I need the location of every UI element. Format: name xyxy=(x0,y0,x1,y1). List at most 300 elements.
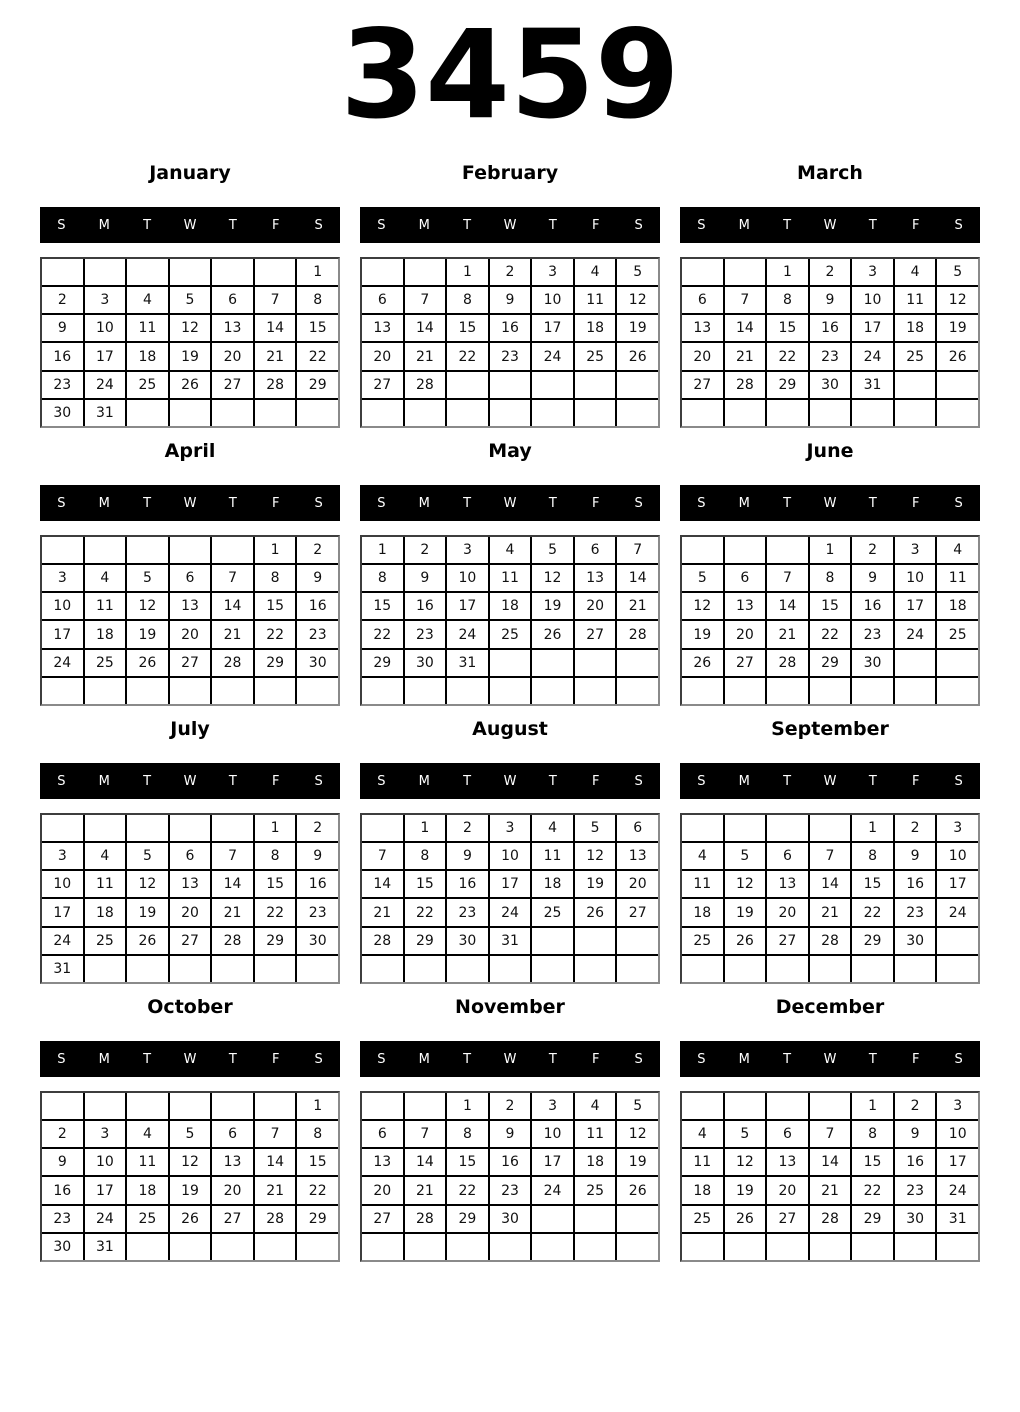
day-cell: 11 xyxy=(85,593,126,619)
weekday-header-row xyxy=(680,1041,980,1077)
day-cell: 24 xyxy=(447,621,488,647)
day-cell: 23 xyxy=(490,1177,531,1203)
day-cell-empty xyxy=(127,678,168,704)
weekday-label: M xyxy=(98,1051,110,1067)
day-cell: 6 xyxy=(170,565,211,591)
day-cell-empty xyxy=(170,678,211,704)
day-cell-empty xyxy=(852,400,893,426)
day-cell-empty xyxy=(617,928,658,954)
day-cell-empty xyxy=(212,1093,253,1119)
day-cell: 4 xyxy=(895,259,936,285)
day-cell-empty xyxy=(532,400,573,426)
day-cell-empty xyxy=(575,956,616,982)
month-day-grid xyxy=(40,257,340,428)
day-cell: 13 xyxy=(575,565,616,591)
day-cell: 14 xyxy=(212,871,253,897)
day-cell-empty xyxy=(490,956,531,982)
day-cell-empty xyxy=(937,956,978,982)
day-cell-empty xyxy=(212,1234,253,1260)
day-cell-empty xyxy=(212,537,253,563)
weekday-label: F xyxy=(911,495,920,511)
weekday-label: T xyxy=(783,495,792,511)
day-cell: 1 xyxy=(810,537,851,563)
day-cell-empty xyxy=(255,259,296,285)
day-cell: 25 xyxy=(682,1206,723,1232)
month-title: September xyxy=(771,718,889,740)
day-cell: 5 xyxy=(725,1121,766,1147)
day-cell-empty xyxy=(490,400,531,426)
weekday-header-row xyxy=(680,485,980,521)
day-cell: 12 xyxy=(170,1149,211,1175)
day-cell: 5 xyxy=(682,565,723,591)
day-cell: 20 xyxy=(362,343,403,369)
day-cell: 21 xyxy=(362,899,403,925)
month-title: July xyxy=(170,718,210,740)
day-cell: 18 xyxy=(532,871,573,897)
day-cell: 21 xyxy=(212,899,253,925)
day-cell-empty xyxy=(725,1093,766,1119)
weekday-label: M xyxy=(738,1051,750,1067)
day-cell: 11 xyxy=(895,287,936,313)
day-cell-empty xyxy=(725,678,766,704)
day-cell: 15 xyxy=(852,871,893,897)
day-cell-empty xyxy=(682,1234,723,1260)
month-calendar xyxy=(680,711,980,989)
day-cell: 13 xyxy=(617,843,658,869)
day-cell-empty xyxy=(767,400,808,426)
weekday-header-row xyxy=(360,763,660,799)
day-cell: 8 xyxy=(297,287,338,313)
day-cell: 26 xyxy=(127,928,168,954)
weekday-label: T xyxy=(143,773,152,789)
weekday-label: W xyxy=(503,773,517,789)
day-cell-empty xyxy=(725,1234,766,1260)
day-cell: 16 xyxy=(42,1177,83,1203)
day-cell: 10 xyxy=(85,315,126,341)
day-cell: 22 xyxy=(362,621,403,647)
day-cell: 23 xyxy=(42,372,83,398)
day-cell: 6 xyxy=(212,287,253,313)
day-cell: 7 xyxy=(725,287,766,313)
day-cell: 26 xyxy=(937,343,978,369)
day-cell-empty xyxy=(297,956,338,982)
month-title: January xyxy=(149,162,231,184)
day-cell-empty xyxy=(362,815,403,841)
day-cell: 15 xyxy=(297,315,338,341)
weekday-label: T xyxy=(143,1051,152,1067)
day-cell: 18 xyxy=(490,593,531,619)
day-cell: 8 xyxy=(810,565,851,591)
day-cell: 12 xyxy=(617,287,658,313)
day-cell: 2 xyxy=(42,1121,83,1147)
month-calendar xyxy=(360,711,660,989)
day-cell-empty xyxy=(532,678,573,704)
day-cell: 7 xyxy=(255,287,296,313)
day-cell-empty xyxy=(895,400,936,426)
day-cell-empty xyxy=(127,956,168,982)
day-cell: 17 xyxy=(490,871,531,897)
day-cell-empty xyxy=(575,1206,616,1232)
weekday-header-row xyxy=(680,763,980,799)
day-cell-empty xyxy=(490,650,531,676)
day-cell: 28 xyxy=(255,1206,296,1232)
weekday-label: S xyxy=(697,217,706,233)
day-cell: 9 xyxy=(297,565,338,591)
day-cell: 29 xyxy=(405,928,446,954)
day-cell: 28 xyxy=(617,621,658,647)
day-cell: 11 xyxy=(490,565,531,591)
day-cell-empty xyxy=(767,1234,808,1260)
month-title: October xyxy=(147,996,233,1018)
weekday-label: S xyxy=(57,773,66,789)
day-cell-empty xyxy=(575,678,616,704)
day-cell: 28 xyxy=(255,372,296,398)
day-cell-empty xyxy=(405,1234,446,1260)
day-cell: 24 xyxy=(895,621,936,647)
day-cell-empty xyxy=(682,815,723,841)
day-cell: 12 xyxy=(170,315,211,341)
day-cell: 27 xyxy=(767,928,808,954)
day-cell: 12 xyxy=(682,593,723,619)
month-title: June xyxy=(806,440,854,462)
day-cell-empty xyxy=(532,372,573,398)
day-cell-empty xyxy=(682,678,723,704)
day-cell: 18 xyxy=(682,899,723,925)
day-cell: 2 xyxy=(852,537,893,563)
day-cell-empty xyxy=(42,678,83,704)
day-cell: 2 xyxy=(895,815,936,841)
day-cell: 17 xyxy=(447,593,488,619)
day-cell: 14 xyxy=(362,871,403,897)
day-cell-empty xyxy=(362,1093,403,1119)
day-cell-empty xyxy=(42,1093,83,1119)
day-cell: 11 xyxy=(532,843,573,869)
day-cell-empty xyxy=(617,678,658,704)
day-cell: 12 xyxy=(937,287,978,313)
weekday-label: W xyxy=(823,495,837,511)
month-day-grid xyxy=(360,257,660,428)
day-cell: 16 xyxy=(895,1149,936,1175)
weekday-label: S xyxy=(634,495,643,511)
day-cell: 31 xyxy=(42,956,83,982)
weekday-label: S xyxy=(954,1051,963,1067)
day-cell: 4 xyxy=(85,565,126,591)
month-calendar xyxy=(360,155,660,433)
day-cell: 11 xyxy=(85,871,126,897)
day-cell: 1 xyxy=(255,537,296,563)
day-cell: 17 xyxy=(532,1149,573,1175)
day-cell-empty xyxy=(852,956,893,982)
day-cell-empty xyxy=(447,956,488,982)
day-cell: 7 xyxy=(767,565,808,591)
day-cell: 3 xyxy=(532,259,573,285)
day-cell: 8 xyxy=(767,287,808,313)
day-cell: 1 xyxy=(255,815,296,841)
weekday-label: F xyxy=(591,1051,600,1067)
weekday-label: S xyxy=(697,495,706,511)
day-cell: 12 xyxy=(617,1121,658,1147)
day-cell: 12 xyxy=(127,871,168,897)
weekday-label: S xyxy=(634,1051,643,1067)
day-cell-empty xyxy=(42,815,83,841)
day-cell: 23 xyxy=(297,621,338,647)
day-cell-empty xyxy=(895,650,936,676)
day-cell: 3 xyxy=(85,287,126,313)
day-cell: 7 xyxy=(810,843,851,869)
day-cell: 13 xyxy=(362,1149,403,1175)
day-cell: 4 xyxy=(85,843,126,869)
day-cell: 14 xyxy=(725,315,766,341)
day-cell: 6 xyxy=(362,287,403,313)
day-cell-empty xyxy=(255,678,296,704)
day-cell: 9 xyxy=(852,565,893,591)
day-cell-empty xyxy=(362,956,403,982)
day-cell-empty xyxy=(532,956,573,982)
day-cell-empty xyxy=(255,400,296,426)
day-cell: 18 xyxy=(682,1177,723,1203)
weekday-label: M xyxy=(418,217,430,233)
day-cell: 8 xyxy=(447,1121,488,1147)
day-cell: 20 xyxy=(725,621,766,647)
day-cell: 22 xyxy=(852,1177,893,1203)
day-cell: 23 xyxy=(405,621,446,647)
weekday-label: S xyxy=(634,773,643,789)
day-cell: 14 xyxy=(255,1149,296,1175)
day-cell: 25 xyxy=(127,1206,168,1232)
weekday-label: S xyxy=(954,495,963,511)
weekday-label: M xyxy=(418,773,430,789)
day-cell-empty xyxy=(490,372,531,398)
weekday-label: W xyxy=(503,217,517,233)
month-day-grid xyxy=(40,1091,340,1262)
day-cell: 10 xyxy=(85,1149,126,1175)
month-day-grid xyxy=(680,813,980,984)
day-cell: 16 xyxy=(297,871,338,897)
day-cell-empty xyxy=(725,956,766,982)
day-cell-empty xyxy=(937,400,978,426)
day-cell: 29 xyxy=(852,928,893,954)
day-cell-empty xyxy=(255,1093,296,1119)
day-cell-empty xyxy=(810,400,851,426)
day-cell: 10 xyxy=(937,1121,978,1147)
weekday-label: W xyxy=(823,1051,837,1067)
weekday-label: T xyxy=(463,217,472,233)
day-cell: 6 xyxy=(767,843,808,869)
day-cell: 28 xyxy=(767,650,808,676)
day-cell: 4 xyxy=(127,287,168,313)
day-cell: 17 xyxy=(937,871,978,897)
day-cell-empty xyxy=(212,259,253,285)
day-cell: 8 xyxy=(362,565,403,591)
day-cell-empty xyxy=(532,650,573,676)
month-title: May xyxy=(488,440,532,462)
weekday-label: S xyxy=(314,495,323,511)
day-cell: 1 xyxy=(297,259,338,285)
day-cell: 16 xyxy=(852,593,893,619)
day-cell: 30 xyxy=(42,400,83,426)
day-cell: 17 xyxy=(85,1177,126,1203)
day-cell: 5 xyxy=(937,259,978,285)
day-cell: 25 xyxy=(895,343,936,369)
day-cell: 21 xyxy=(405,343,446,369)
day-cell: 20 xyxy=(575,593,616,619)
day-cell: 29 xyxy=(297,1206,338,1232)
day-cell: 27 xyxy=(212,1206,253,1232)
weekday-label: T xyxy=(463,773,472,789)
day-cell: 3 xyxy=(42,843,83,869)
day-cell: 7 xyxy=(617,537,658,563)
day-cell: 25 xyxy=(937,621,978,647)
day-cell-empty xyxy=(682,400,723,426)
weekday-label: W xyxy=(503,1051,517,1067)
day-cell-empty xyxy=(532,1206,573,1232)
day-cell: 13 xyxy=(362,315,403,341)
weekday-label: S xyxy=(314,773,323,789)
day-cell: 8 xyxy=(852,1121,893,1147)
day-cell-empty xyxy=(447,1234,488,1260)
day-cell: 30 xyxy=(42,1234,83,1260)
day-cell: 30 xyxy=(490,1206,531,1232)
day-cell: 1 xyxy=(405,815,446,841)
day-cell-empty xyxy=(617,1206,658,1232)
day-cell: 19 xyxy=(532,593,573,619)
day-cell: 20 xyxy=(212,343,253,369)
weekday-label: M xyxy=(98,773,110,789)
day-cell: 7 xyxy=(212,843,253,869)
weekday-header-row xyxy=(360,207,660,243)
day-cell: 30 xyxy=(895,1206,936,1232)
day-cell-empty xyxy=(617,372,658,398)
day-cell: 19 xyxy=(725,1177,766,1203)
year-title: 3459 xyxy=(340,4,680,146)
day-cell: 13 xyxy=(767,1149,808,1175)
day-cell: 16 xyxy=(895,871,936,897)
day-cell-empty xyxy=(937,650,978,676)
day-cell-empty xyxy=(937,928,978,954)
weekday-label: T xyxy=(143,217,152,233)
day-cell-empty xyxy=(937,678,978,704)
day-cell: 24 xyxy=(937,1177,978,1203)
day-cell: 9 xyxy=(895,843,936,869)
month-title: February xyxy=(461,162,559,184)
day-cell: 7 xyxy=(212,565,253,591)
day-cell: 19 xyxy=(617,1149,658,1175)
day-cell: 23 xyxy=(895,899,936,925)
day-cell: 12 xyxy=(725,1149,766,1175)
weekday-label: S xyxy=(377,1051,386,1067)
day-cell: 5 xyxy=(170,1121,211,1147)
day-cell: 29 xyxy=(810,650,851,676)
weekday-label: T xyxy=(783,1051,792,1067)
weekday-label: S xyxy=(57,1051,66,1067)
day-cell: 26 xyxy=(532,621,573,647)
day-cell: 25 xyxy=(85,928,126,954)
day-cell: 15 xyxy=(362,593,403,619)
month-title: April xyxy=(164,440,216,462)
day-cell: 26 xyxy=(575,899,616,925)
day-cell: 27 xyxy=(725,650,766,676)
weekday-label: S xyxy=(697,1051,706,1067)
day-cell: 26 xyxy=(127,650,168,676)
day-cell: 20 xyxy=(362,1177,403,1203)
day-cell: 19 xyxy=(170,1177,211,1203)
month-day-grid xyxy=(680,535,980,706)
day-cell: 1 xyxy=(852,1093,893,1119)
day-cell: 30 xyxy=(810,372,851,398)
day-cell-empty xyxy=(127,259,168,285)
day-cell: 23 xyxy=(810,343,851,369)
day-cell: 10 xyxy=(895,565,936,591)
day-cell: 22 xyxy=(852,899,893,925)
day-cell: 23 xyxy=(852,621,893,647)
day-cell: 4 xyxy=(490,537,531,563)
day-cell: 20 xyxy=(170,899,211,925)
day-cell: 26 xyxy=(725,928,766,954)
day-cell: 17 xyxy=(85,343,126,369)
day-cell: 3 xyxy=(852,259,893,285)
day-cell: 16 xyxy=(42,343,83,369)
day-cell-empty xyxy=(682,956,723,982)
day-cell: 4 xyxy=(127,1121,168,1147)
weekday-label: T xyxy=(868,1051,877,1067)
day-cell: 23 xyxy=(297,899,338,925)
day-cell: 24 xyxy=(85,1206,126,1232)
day-cell-empty xyxy=(170,1234,211,1260)
day-cell-empty xyxy=(575,650,616,676)
day-cell-empty xyxy=(85,259,126,285)
weekday-header-row xyxy=(40,1041,340,1077)
weekday-label: S xyxy=(697,773,706,789)
day-cell: 28 xyxy=(405,1206,446,1232)
day-cell-empty xyxy=(447,400,488,426)
day-cell: 14 xyxy=(255,315,296,341)
day-cell-empty xyxy=(127,400,168,426)
month-calendar xyxy=(40,989,340,1267)
day-cell: 29 xyxy=(362,650,403,676)
day-cell: 5 xyxy=(127,843,168,869)
day-cell: 19 xyxy=(575,871,616,897)
weekday-label: M xyxy=(98,495,110,511)
day-cell: 28 xyxy=(405,372,446,398)
day-cell: 14 xyxy=(810,1149,851,1175)
day-cell: 26 xyxy=(170,1206,211,1232)
day-cell: 17 xyxy=(937,1149,978,1175)
day-cell: 16 xyxy=(297,593,338,619)
day-cell: 16 xyxy=(447,871,488,897)
weekday-label: T xyxy=(228,495,237,511)
day-cell: 19 xyxy=(617,315,658,341)
day-cell: 14 xyxy=(405,315,446,341)
day-cell: 31 xyxy=(85,1234,126,1260)
day-cell: 3 xyxy=(937,815,978,841)
day-cell: 1 xyxy=(447,1093,488,1119)
weekday-label: T xyxy=(143,495,152,511)
day-cell: 10 xyxy=(852,287,893,313)
day-cell: 24 xyxy=(532,1177,573,1203)
day-cell-empty xyxy=(767,678,808,704)
weekday-label: T xyxy=(463,1051,472,1067)
day-cell: 14 xyxy=(405,1149,446,1175)
day-cell: 10 xyxy=(532,1121,573,1147)
day-cell-empty xyxy=(575,928,616,954)
day-cell: 13 xyxy=(170,871,211,897)
day-cell: 2 xyxy=(490,259,531,285)
day-cell: 21 xyxy=(212,621,253,647)
day-cell-empty xyxy=(362,678,403,704)
day-cell: 7 xyxy=(810,1121,851,1147)
day-cell: 24 xyxy=(42,650,83,676)
day-cell: 21 xyxy=(255,343,296,369)
